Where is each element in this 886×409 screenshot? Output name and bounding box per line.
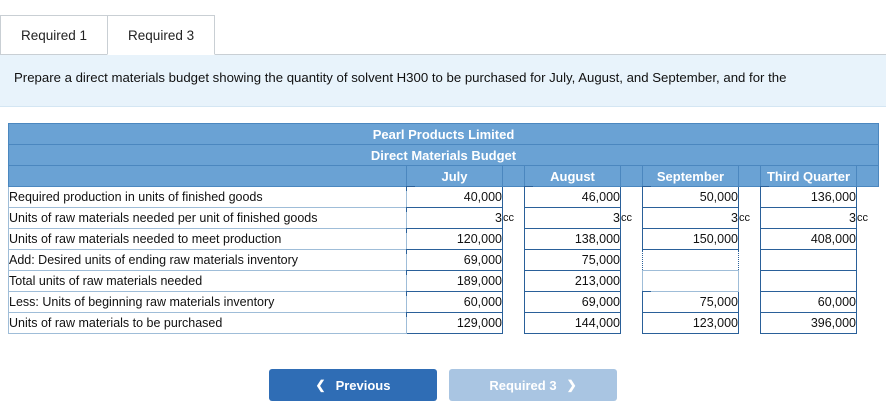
cell-july[interactable]: 120,000 bbox=[407, 229, 503, 250]
cell-spacer bbox=[621, 250, 643, 271]
cell-third-quarter[interactable] bbox=[761, 250, 857, 271]
cell-spacer bbox=[621, 187, 643, 208]
cell-september[interactable] bbox=[643, 271, 739, 292]
tab-bar bbox=[0, 0, 886, 55]
row-label: Units of raw materials to be purchased bbox=[9, 313, 407, 334]
cell-unit-july: cc bbox=[503, 208, 525, 229]
cell-third-quarter[interactable]: 60,000 bbox=[761, 292, 857, 313]
previous-button-label: Previous bbox=[335, 377, 391, 393]
cell-august[interactable]: 69,000 bbox=[525, 292, 621, 313]
cell-august[interactable]: 3 bbox=[525, 208, 621, 229]
cell-spacer bbox=[503, 271, 525, 292]
cell-july[interactable]: 3 bbox=[407, 208, 503, 229]
chevron-right-icon: ❯ bbox=[566, 378, 577, 392]
tab-required-1-label: Required 1 bbox=[21, 28, 88, 43]
cell-july[interactable]: 189,000 bbox=[407, 271, 503, 292]
cell-third-quarter[interactable]: 3 bbox=[761, 208, 857, 229]
cell-spacer bbox=[503, 229, 525, 250]
tab-required-1[interactable] bbox=[0, 15, 108, 55]
table-row bbox=[9, 292, 879, 313]
cell-july[interactable]: 69,000 bbox=[407, 250, 503, 271]
budget-name: Direct Materials Budget bbox=[9, 145, 879, 166]
cell-september[interactable]: 50,000 bbox=[643, 187, 739, 208]
cell-spacer bbox=[857, 187, 879, 208]
required-3-next-button[interactable] bbox=[449, 369, 617, 401]
cell-spacer bbox=[739, 187, 761, 208]
column-header-july: July bbox=[407, 166, 503, 187]
company-name: Pearl Products Limited bbox=[9, 124, 879, 145]
cell-september[interactable]: 3 bbox=[643, 208, 739, 229]
cell-spacer bbox=[857, 250, 879, 271]
cell-spacer bbox=[739, 292, 761, 313]
cell-third-quarter[interactable] bbox=[761, 271, 857, 292]
cell-august[interactable]: 46,000 bbox=[525, 187, 621, 208]
row-label: Add: Desired units of ending raw materials inventory bbox=[9, 250, 407, 271]
column-header-spacer-3 bbox=[739, 166, 761, 187]
cell-september[interactable]: 75,000 bbox=[643, 292, 739, 313]
table-title-row-2 bbox=[9, 145, 879, 166]
cell-third-quarter[interactable]: 136,000 bbox=[761, 187, 857, 208]
row-label: Less: Units of beginning raw materials inventory bbox=[9, 292, 407, 313]
row-label: Units of raw materials needed to meet production bbox=[9, 229, 407, 250]
cell-spacer bbox=[857, 292, 879, 313]
cell-july[interactable]: 129,000 bbox=[407, 313, 503, 334]
table-row bbox=[9, 208, 879, 229]
cell-spacer bbox=[503, 292, 525, 313]
direct-materials-budget-table bbox=[8, 123, 879, 334]
chevron-left-icon: ❮ bbox=[315, 378, 326, 392]
cell-august[interactable]: 138,000 bbox=[525, 229, 621, 250]
required-3-next-button-label: Required 3 bbox=[489, 377, 557, 393]
cell-september[interactable]: 123,000 bbox=[643, 313, 739, 334]
cell-third-quarter[interactable]: 408,000 bbox=[761, 229, 857, 250]
column-header-august: August bbox=[525, 166, 621, 187]
column-header-spacer-2 bbox=[621, 166, 643, 187]
navigation-footer bbox=[0, 369, 886, 401]
table-header-row bbox=[9, 166, 879, 187]
cell-spacer bbox=[857, 313, 879, 334]
cell-third-quarter[interactable]: 396,000 bbox=[761, 313, 857, 334]
cell-september[interactable]: 150,000 bbox=[643, 229, 739, 250]
table-row bbox=[9, 187, 879, 208]
cell-spacer bbox=[739, 271, 761, 292]
row-label: Required production in units of finished goods bbox=[9, 187, 407, 208]
cell-july[interactable]: 60,000 bbox=[407, 292, 503, 313]
previous-button[interactable] bbox=[269, 369, 437, 401]
cell-spacer bbox=[621, 271, 643, 292]
cell-spacer bbox=[503, 313, 525, 334]
table-row bbox=[9, 313, 879, 334]
table-row bbox=[9, 250, 879, 271]
cell-spacer bbox=[857, 271, 879, 292]
cell-spacer bbox=[739, 250, 761, 271]
cell-unit-september: cc bbox=[739, 208, 761, 229]
instruction-text: Prepare a direct materials budget showing the quantity of solvent H300 to be purchased for July, August, and September, and for the bbox=[0, 55, 886, 107]
table-row bbox=[9, 271, 879, 292]
column-header-blank bbox=[9, 166, 407, 187]
column-header-spacer-4 bbox=[857, 166, 879, 187]
cell-september-active[interactable] bbox=[643, 250, 739, 271]
cell-august[interactable]: 144,000 bbox=[525, 313, 621, 334]
budget-table-container bbox=[0, 123, 886, 334]
column-header-third-quarter: Third Quarter bbox=[761, 166, 857, 187]
row-label: Units of raw materials needed per unit of finished goods bbox=[9, 208, 407, 229]
cell-unit-third-quarter: cc bbox=[857, 208, 879, 229]
tab-required-3-label: Required 3 bbox=[128, 28, 195, 43]
cell-spacer bbox=[739, 313, 761, 334]
cell-spacer bbox=[503, 187, 525, 208]
column-header-september: September bbox=[643, 166, 739, 187]
tab-required-3[interactable] bbox=[107, 15, 215, 55]
cell-spacer bbox=[739, 229, 761, 250]
cell-july[interactable]: 40,000 bbox=[407, 187, 503, 208]
column-header-spacer-1 bbox=[503, 166, 525, 187]
cell-spacer bbox=[621, 292, 643, 313]
row-label: Total units of raw materials needed bbox=[9, 271, 407, 292]
table-row bbox=[9, 229, 879, 250]
cell-spacer bbox=[857, 229, 879, 250]
cell-spacer bbox=[503, 250, 525, 271]
cell-unit-august: cc bbox=[621, 208, 643, 229]
table-title-row-1 bbox=[9, 124, 879, 145]
cell-august[interactable]: 75,000 bbox=[525, 250, 621, 271]
cell-spacer bbox=[621, 229, 643, 250]
cell-august[interactable]: 213,000 bbox=[525, 271, 621, 292]
cell-spacer bbox=[621, 313, 643, 334]
